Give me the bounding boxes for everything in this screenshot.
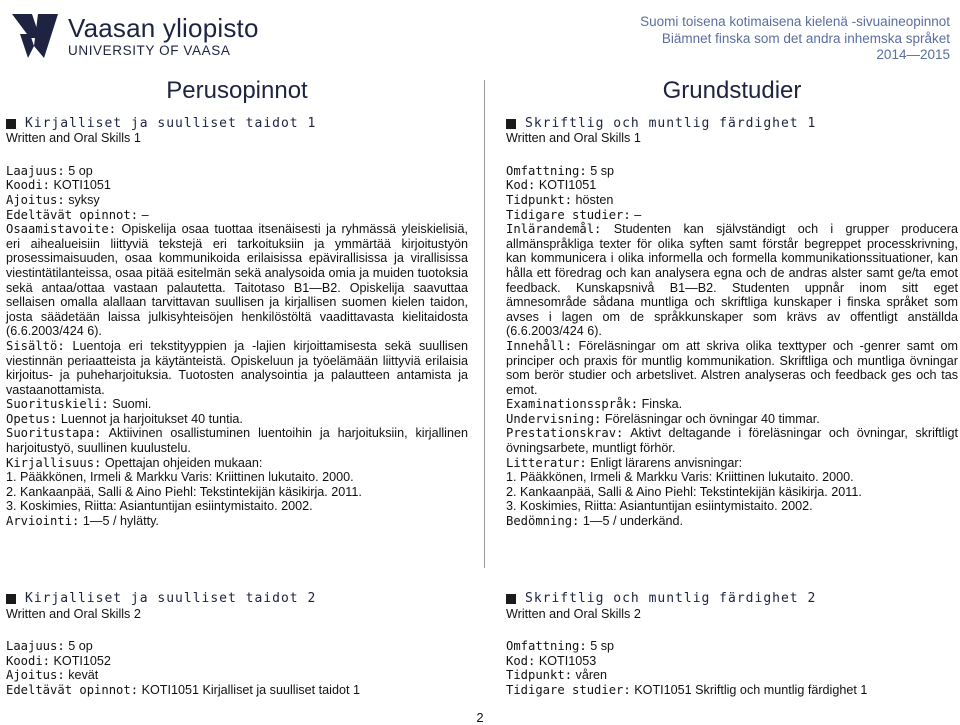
field-sisalto: Sisältö: Luentoja eri tekstityyppien ja -lajien kirjoittamisesta sekä suullisen viestinnän periaatteista ja käytänteistä. Opiskeluun ja työelämään liittyviä erilaisia kirjoitus- ja puheharjoituksia. Tuotosten analysointia ja palautteen antamista ja vastaanottamista. — [6, 338, 468, 397]
column-divider — [484, 80, 485, 568]
field-arviointi: Arviointi: 1—5 / hylätty. — [6, 514, 159, 529]
page-number: 2 — [476, 710, 484, 725]
course-heading: Skriftlig och muntlig färdighet 1 — [506, 117, 958, 132]
field-examinationssprak: Examinationsspråk: Finska. — [506, 397, 683, 412]
university-emblem-icon — [10, 12, 60, 60]
list-item: 2. Kankaanpää, Salli & Aino Piehl: Tekstintekijän käsikirja. 2011. — [506, 484, 862, 499]
right-column — [506, 77, 958, 529]
section-title-sv: Grundstudier — [662, 77, 802, 104]
field-bedomning: Bedömning: 1—5 / underkänd. — [506, 514, 683, 529]
list-item: 2. Kankaanpää, Salli & Aino Piehl: Tekstintekijän käsikirja. 2011. — [6, 484, 362, 499]
field-kirjallisuus: Kirjallisuus: Opettajan ohjeiden mukaan: — [6, 455, 263, 470]
course-heading: Skriftlig och muntlig färdighet 2 — [506, 592, 958, 607]
header-line-3: 2014—2015 — [876, 47, 950, 62]
left-column — [6, 77, 468, 529]
field-koodi: Koodi: KOTI1052 — [6, 653, 111, 668]
field-inlarandemal: Inlärandemål: Studenten kan självständigt och i grupper producera allmänspråkliga texter för olika syften samt förstår begreppet processkrivning, kan kommunicera i olika informella och formella kommunikationssituationer, kan hålla ett föredrag och kan analysera egna och de andras alster samt ge/ta emot feedback. Kunskapsnivå B1—B2. Studenten uppnår inom sitt eget ämnesområde sådana muntliga och skriftliga kunskaper i finska språket som avses i lagen om de språkkunskaper som krävs av offentligt anställda (6.6.2003/424 6). — [506, 222, 958, 339]
field-ajoitus: Ajoitus: syksy — [6, 192, 100, 207]
field-undervisning: Undervisning: Föreläsningar och övningar 40 timmar. — [506, 411, 820, 426]
field-omfattning: Omfattning: 5 sp — [506, 163, 615, 178]
field-tidigare: Tidigare studier: – — [506, 207, 642, 222]
field-koodi: Koodi: KOTI1051 — [6, 178, 111, 193]
left-course-2 — [6, 592, 468, 698]
field-suorituskieli: Suorituskieli: Suomi. — [6, 397, 152, 412]
bullet-square-icon — [506, 119, 516, 129]
course-subtitle: Written and Oral Skills 1 — [506, 131, 641, 146]
bullet-square-icon — [6, 594, 16, 604]
list-item: 1. Pääkkönen, Irmeli & Markku Varis: Kriittinen lukutaito. 2000. — [6, 470, 354, 485]
bullet-square-icon — [506, 594, 516, 604]
field-laajuus: Laajuus: 5 op — [6, 639, 93, 654]
bullet-square-icon — [6, 119, 16, 129]
section-title-fi: Perusopinnot — [166, 77, 308, 104]
field-prestationskrav: Prestationskrav: Aktivt deltagande i föreläsningar och övningar, skriftligt övningsarbete, muntligt förhör. — [506, 426, 958, 456]
field-omfattning: Omfattning: 5 sp — [506, 639, 615, 654]
header-line-2: Biämnet finska som det andra inhemska språket — [661, 30, 950, 46]
list-item: 1. Pääkkönen, Irmeli & Markku Varis: Kriittinen lukutaito. 2000. — [506, 470, 854, 485]
field-tidpunkt: Tidpunkt: våren — [506, 668, 608, 683]
field-kod: Kod: KOTI1051 — [506, 178, 597, 193]
field-edeltavat: Edeltävät opinnot: – — [6, 207, 149, 222]
field-innehall: Innehåll: Föreläsningar om att skriva olika texttyper och -genrer samt om principer och praxis för muntlig kommunikation. Skriftliga och muntliga övningar som berör studier och arbetslivet. Alstren analyseras och feedback ges och tas emot. — [506, 338, 958, 397]
logo-name-fi: Vaasan yliopisto — [68, 12, 259, 43]
course-subtitle: Written and Oral Skills 2 — [506, 606, 641, 621]
field-kod: Kod: KOTI1053 — [506, 653, 597, 668]
list-item: 3. Koskimies, Riitta: Asiantuntijan esiintymistaito. 2002. — [6, 499, 313, 514]
university-logo — [10, 12, 259, 60]
field-laajuus: Laajuus: 5 op — [6, 163, 93, 178]
field-opetus: Opetus: Luennot ja harjoitukset 40 tuntia. — [6, 411, 243, 426]
course-heading: Kirjalliset ja suulliset taidot 2 — [6, 592, 468, 607]
field-tidpunkt: Tidpunkt: hösten — [506, 192, 614, 207]
header-line-1: Suomi toisena kotimaisena kielenä -sivuaineopinnot — [640, 14, 950, 29]
document-header — [640, 14, 950, 64]
field-litteratur: Litteratur: Enligt lärarens anvisningar: — [506, 455, 743, 470]
field-suoritustapa: Suoritustapa: Aktiivinen osallistuminen luentoihin ja harjoituksiin, kirjallinen harjoitustyö, suullinen kuulustelu. — [6, 426, 468, 456]
list-item: 3. Koskimies, Riitta: Asiantuntijan esiintymistaito. 2002. — [506, 499, 813, 514]
field-osaamistavoite: Osaamistavoite: Opiskelija osaa tuottaa itsenäisesti ja ryhmässä yleiskielisiä, eri aihealueisiin liittyviä tekstejä eri tarkoituksiin ja ymmärtää kirjoitustyön prosessimaisuuden, osaa kommunikoida erilaisissa epävirallisissa ja virallisissa viestintätilanteissa, osaa pitää esitelmän sekä analysoida omia ja muiden tuotoksia sekä antaa/ottaa vastaan palautetta. Taitotaso B1—B2. Opiskelija saavuttaa sellaisen omalla alallaan tarvittavan suullisen ja kirjallisen suomen kielen taidon, josta säädetään laissa julkisyhteisöjen henkilöstöltä vaadittavasta kielitaidosta (6.6.2003/424 6). — [6, 222, 468, 339]
field-edeltavat: Edeltävät opinnot: KOTI1051 Kirjalliset ja suulliset taidot 1 — [6, 682, 360, 697]
right-course-2 — [506, 592, 958, 698]
field-ajoitus: Ajoitus: kevät — [6, 668, 99, 683]
logo-name-en: UNIVERSITY OF VAASA — [68, 42, 231, 58]
course-heading: Kirjalliset ja suulliset taidot 1 — [6, 117, 468, 132]
course-subtitle: Written and Oral Skills 2 — [6, 606, 141, 621]
field-tidigare: Tidigare studier: KOTI1051 Skriftlig och muntlig färdighet 1 — [506, 682, 868, 697]
course-subtitle: Written and Oral Skills 1 — [6, 131, 141, 146]
